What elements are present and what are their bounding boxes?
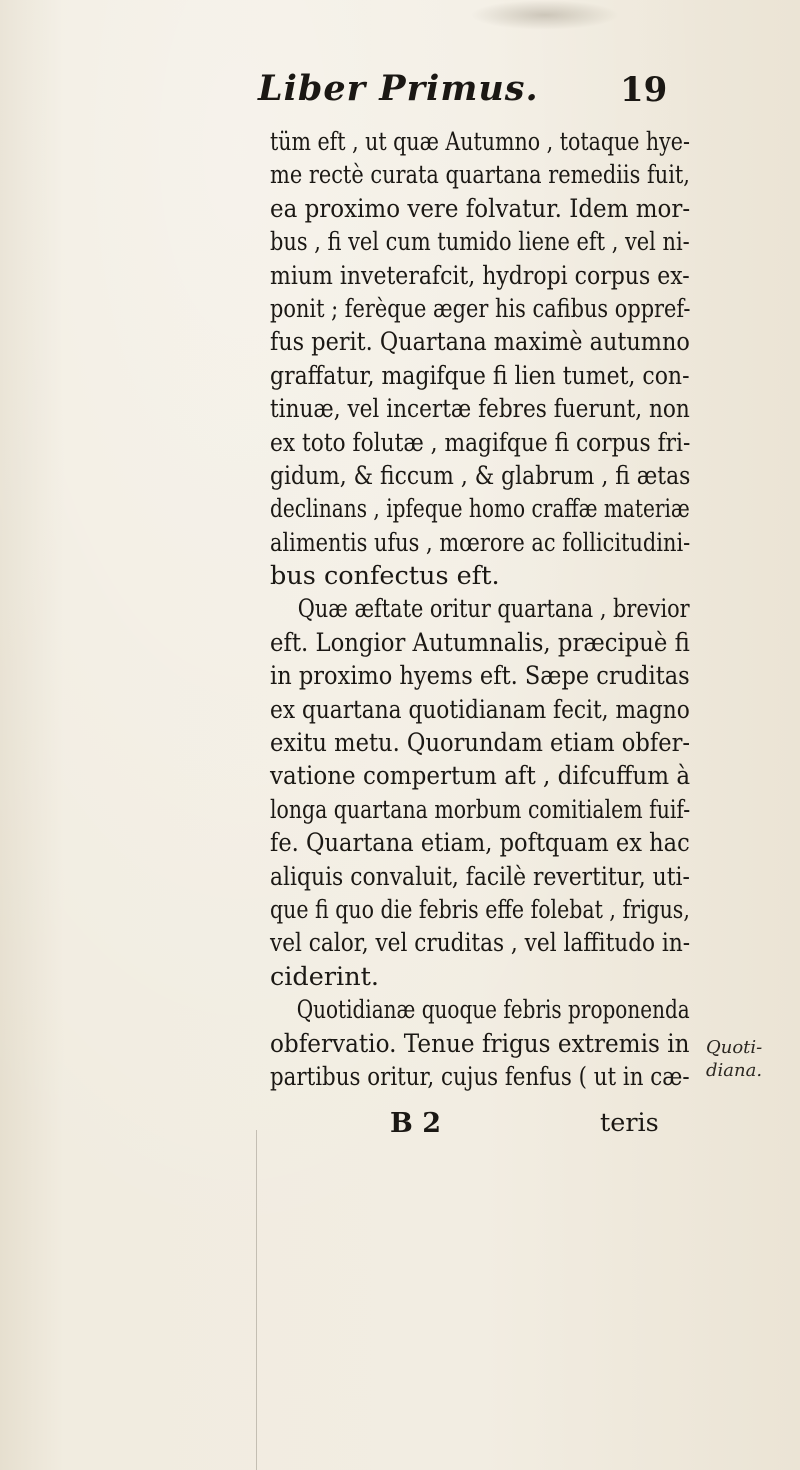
text-line: bus , fi vel cum tumido liene eft , vel ni- bbox=[270, 227, 690, 258]
text-line: partibus oritur, cujus fenfus ( ut in cæ- bbox=[270, 1061, 690, 1092]
text-line: declinans , ipfeque homo craffæ materiæ bbox=[270, 494, 690, 525]
margin-note-line: Quoti- bbox=[706, 1037, 763, 1058]
text-line: gidum, & ficcum , & glabrum , fi ætas bbox=[270, 460, 691, 491]
text-line: fe. Quartana etiam, poftquam ex hac bbox=[270, 828, 690, 859]
text-line: vel calor, vel cruditas , vel laffitudo in- bbox=[270, 928, 691, 959]
text-line: vatione compertum aft , difcuffum à bbox=[270, 761, 691, 792]
text-line: in proximo hyems eft. Sæpe cruditas bbox=[270, 661, 690, 692]
text-line: ciderint. bbox=[270, 961, 379, 992]
catchword: teris bbox=[600, 1108, 659, 1138]
text-line: aliquis convaluit, facilè revertitur, uti- bbox=[270, 861, 690, 892]
text-line: eft. Longior Autumnalis, præcipuè fi bbox=[270, 627, 690, 658]
text-line: me rectè curata quartana remediis fuit, bbox=[270, 160, 690, 191]
running-title: Liber Primus. bbox=[258, 68, 539, 109]
text-line: Quæ æftate oritur quartana , brevior bbox=[297, 594, 690, 625]
paper-stain bbox=[470, 0, 620, 30]
text-line: ea proximo vere folvatur. Idem mor- bbox=[270, 193, 691, 224]
text-line: Quotidianæ quoque febris proponenda bbox=[296, 995, 690, 1026]
text-line: mium inveterafcit, hydropi corpus ex- bbox=[270, 260, 690, 291]
text-line: obfervatio. Tenue frigus extremis in bbox=[270, 1028, 690, 1059]
body-text bbox=[270, 126, 690, 1094]
signature-mark: B 2 bbox=[390, 1108, 442, 1139]
margin-note bbox=[706, 1036, 762, 1082]
text-line: que fi quo die febris effe folebat , frigus, bbox=[270, 894, 690, 925]
page-edge-shadow bbox=[256, 1130, 257, 1470]
text-line: exitu metu. Quorundam etiam obfer- bbox=[270, 728, 691, 759]
text-line: fus perit. Quartana maximè autumno bbox=[270, 327, 690, 358]
text-line: tüm eft , ut quæ Autumno , totaque hye- bbox=[270, 127, 690, 157]
margin-note-line: diana. bbox=[706, 1060, 763, 1081]
text-line: ex quartana quotidianam fecit, magno bbox=[270, 694, 690, 725]
text-line: alimentis ufus , mœrore ac follicitudini- bbox=[270, 527, 691, 558]
running-head bbox=[0, 68, 800, 108]
text-line: ponit ; ferèque æger his cafibus oppref- bbox=[270, 293, 691, 324]
text-line: tinuæ, vel incertæ febres fuerunt, non bbox=[270, 394, 690, 425]
text-line: longa quartana morbum comitialem fuif- bbox=[270, 794, 691, 825]
page-number: 19 bbox=[620, 70, 668, 110]
text-line: ex toto folutæ , magifque fi corpus fri- bbox=[270, 427, 691, 458]
text-line: graffatur, magifque fi lien tumet, con- bbox=[270, 360, 690, 391]
text-line: bus confectus eft. bbox=[270, 561, 500, 592]
